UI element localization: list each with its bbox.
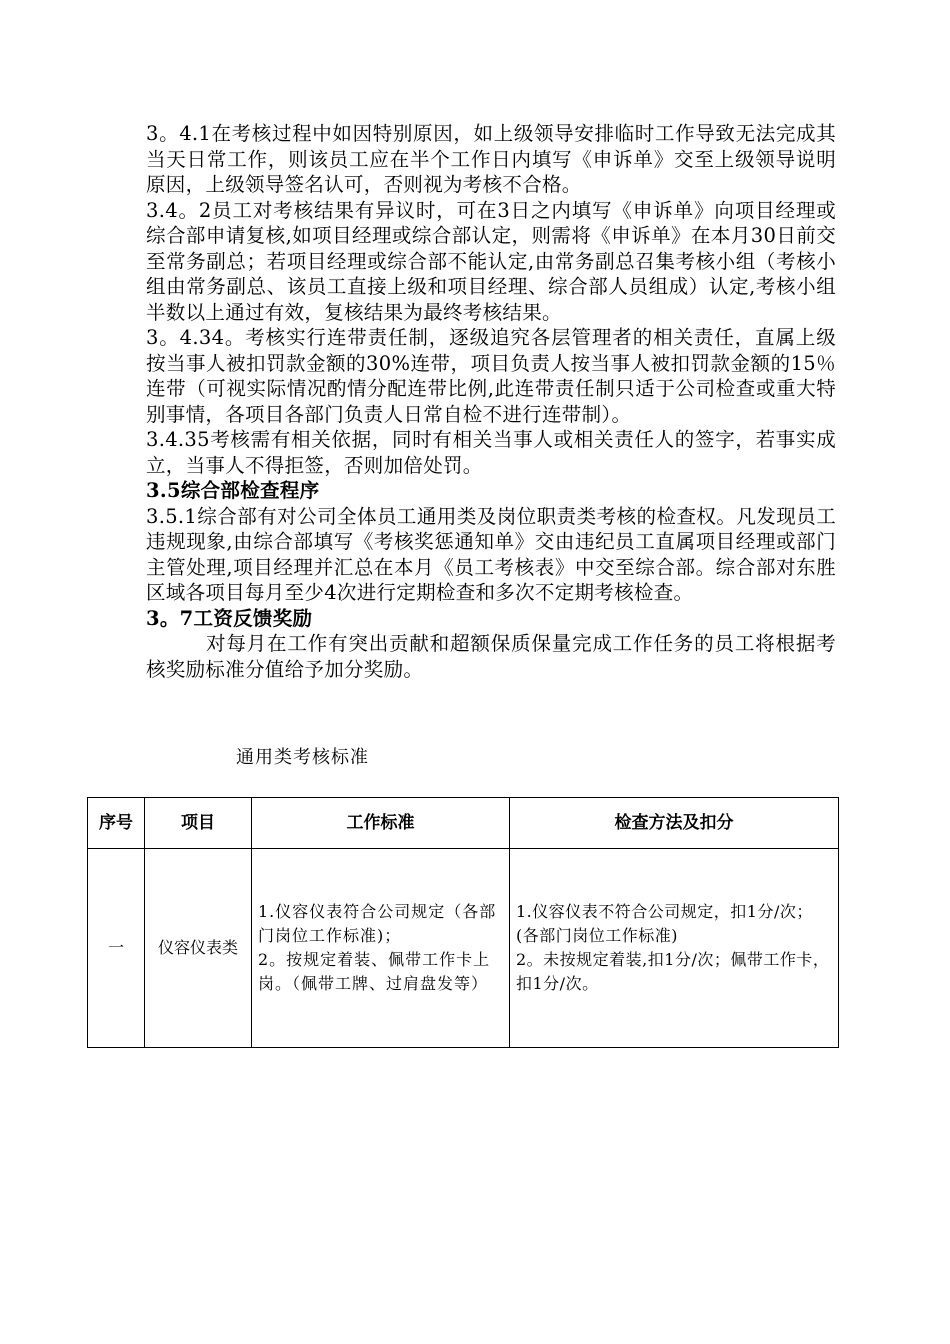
table-header-row [88, 798, 839, 849]
cell-work-standard [252, 849, 510, 1048]
paragraph-reward: 对每月在工作有突出贡献和超额保质保量完成工作任务的员工将根据考核奖励标准分值给予加分奖励。 [146, 632, 836, 681]
standard-line-2: 2。按规定着装、佩带工作卡上岗。（佩带工牌、过肩盘发等） [258, 950, 491, 993]
table-row [88, 849, 839, 1048]
check-line-2: 2。未按规定着装,扣1分/次；佩带工作卡，扣1分/次。 [516, 950, 830, 993]
item-label: 仪容仪表类 [157, 938, 238, 957]
section-heading-inspection: 3.5综合部检查程序 [146, 479, 320, 502]
standard-line-1: 1.仪容仪表符合公司规定（各部门岗位工作标准)； [258, 902, 497, 945]
check-line-1: 1.仪容仪表不符合公司规定，扣1分/次；(各部门岗位工作标准) [516, 902, 813, 945]
cell-serial: 一 [88, 849, 145, 1048]
assessment-standard-table [87, 797, 839, 1048]
paragraph-evidence: 3.4.35考核需有相关依据，同时有相关当事人或相关责任人的签字，若事实成立，当事人不得拒签，否则加倍处罚。 [146, 428, 836, 477]
header-check-method: 检查方法及扣分 [510, 798, 839, 849]
table-caption: 通用类考核标准 [236, 747, 369, 768]
paragraph-appeal-review: 3.4。2员工对考核结果有异议时，可在3日之内填写《申诉单》向项目经理或综合部申请复核,如项目经理或综合部认定，则需将《申诉单》在本月30日前交至常务副总；若项目经理或综合部不能认定,由常务副总召集考核小组（考核小组由常务副总、该员工直接上级和项目经理、综合部人员组成）认定,考核小组半数以上通过有效，复核结果为最终考核结果。 [146, 198, 836, 324]
section-heading-reward: 3。7工资反馈奖励 [146, 606, 313, 630]
paragraph-joint-liability: 3。4.34。考核实行连带责任制，逐级追究各层管理者的相关责任，直属上级按当事人被扣罚款金额的30%连带，项目负责人按当事人被扣罚款金额的15％连带（可视实际情况酌情分配连带比例,此连带责任制只适于公司检查或重大特别事情，各项目各部门负责人日常自检不进行连带制）。 [146, 326, 836, 426]
cell-check-method [510, 849, 839, 1048]
cell-item [145, 849, 252, 1048]
document-body [146, 121, 836, 682]
paragraph-appeal-daily: 3。4.1在考核过程中如因特别原因，如上级领导安排临时工作导致无法完成其当天日常工作，则该员工应在半个工作日内填写《申诉单》交至上级领导说明原因，上级领导签名认可，否则视为考核不合格。 [146, 122, 836, 196]
header-serial: 序号 [88, 798, 145, 849]
header-item: 项目 [145, 798, 252, 849]
paragraph-inspection: 3.5.1综合部有对公司全体员工通用类及岗位职责类考核的检查权。凡发现员工违规现象,由综合部填写《考核奖惩通知单》交由违纪员工直属项目经理或部门主管处理,项目经理并汇总在本月《员工考核表》中交至综合部。综合部对东胜区域各项目每月至少4次进行定期检查和多次不定期考核检查。 [146, 504, 836, 604]
header-work-standard: 工作标准 [252, 798, 510, 849]
